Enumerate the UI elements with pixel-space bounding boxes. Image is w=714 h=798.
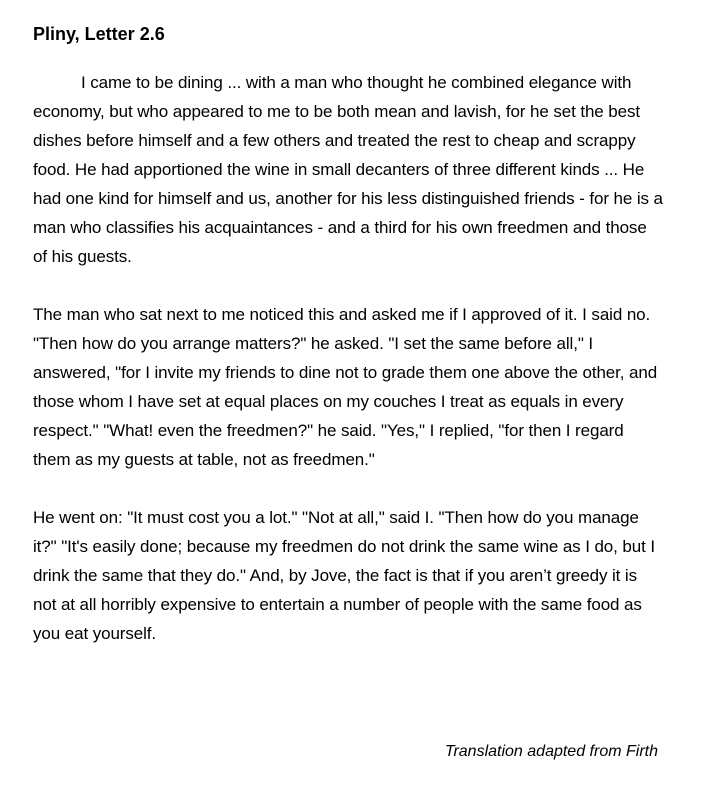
paragraph-3: He went on: "It must cost you a lot." "Not at all," said I. "Then how do you manage it?" "It's easily done; because my freedmen do not drink the same wine as I do, but I drink the same that they do." And, by Jove, the fact is that if you aren’t greedy it is not at all horribly expensive to entertain a number of people with the same food as you eat yourself. [33,508,655,643]
paragraph-2: The man who sat next to me noticed this and asked me if I approved of it. I said no. "Then how do you arrange matters?" he asked. "I set the same before all," I answered, "for I invite my friends to dine not to grade them one above the other, and those whom I have set at equal places on my couches I treat as equals in every respect." "What! even the freedmen?" he said. "Yes," I replied, "for then I regard them as my guests at table, not as freedmen." [33,305,658,469]
document-title: Pliny, Letter 2.6 [33,24,165,44]
document-body [33,20,663,677]
translation-credit: Translation adapted from Firth [444,743,658,760]
paragraph-1: I came to be dining ... with a man who thought he combined elegance with economy, but who appeared to me to be both mean and lavish, for he set the best dishes before himself and a few others and treated the rest to cheap and scrappy food. He had apportioned the wine in small decanters of three different kinds ... He had one kind for himself and us, another for his less distinguished friends - for he is a man who classifies his acquaintances - and a third for his own freedmen and those of his guests. [33,73,663,266]
